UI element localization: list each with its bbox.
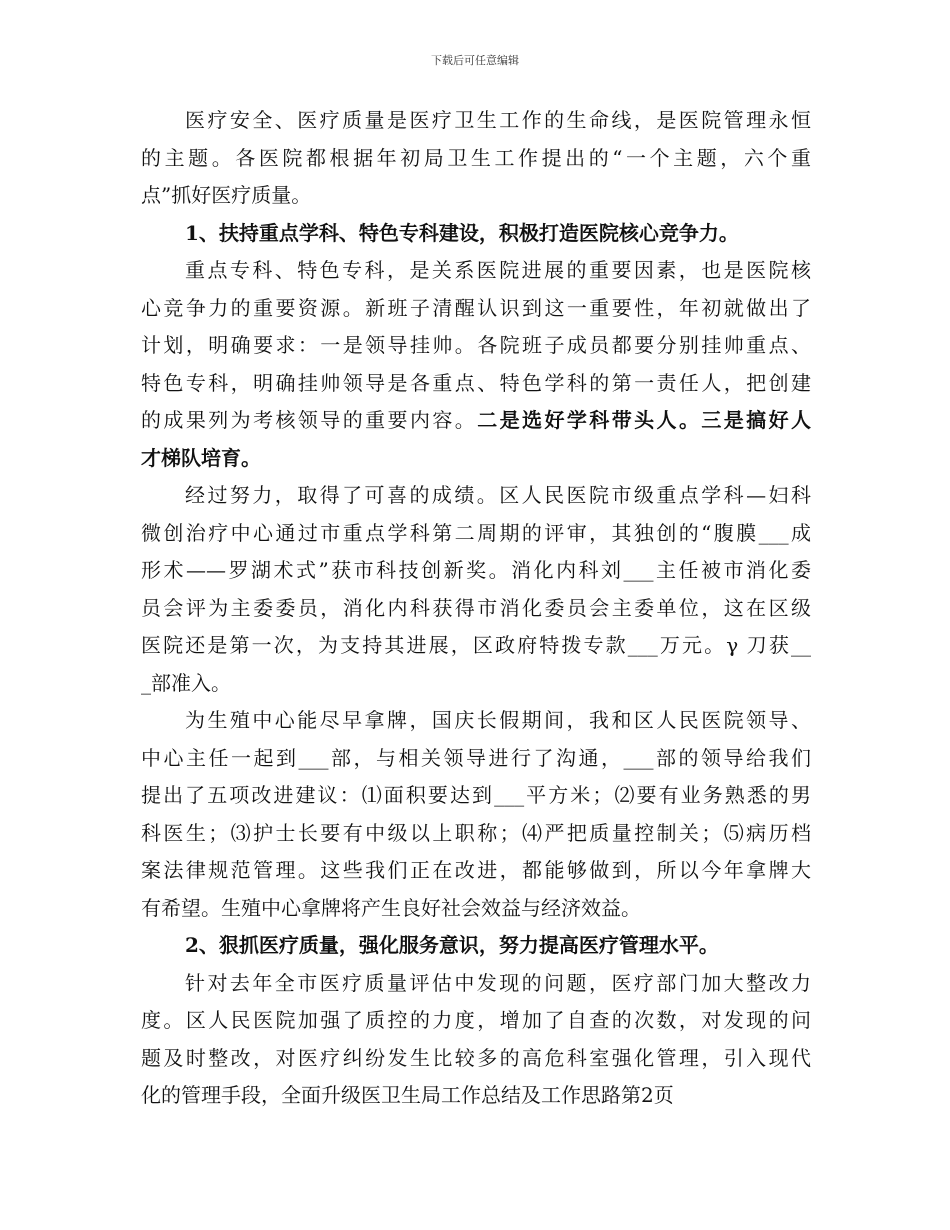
text-line [141,177,811,215]
line-text: 微创治疗中心通过市重点学科第二周期的评审，其独创的“腹膜___成 [141,520,811,545]
text-line [141,440,811,478]
text-line [141,890,811,928]
text-line [141,1077,811,1115]
text-line [141,327,811,365]
text-line [141,515,811,553]
line-text: 科医生；⑶护士长要有中级以上职称；⑷严把质量控制关；⑸病历档 [141,820,811,845]
line-text: 题及时整改，对医疗纠纷发生比较多的高危科室强化管理，引入现代 [141,1045,811,1070]
line-text: 计划，明确要求：一是领导挂帅。各院班子成员都要分别挂帅重点、 [141,333,811,357]
line-text: 医疗安全、医疗质量是医疗卫生工作的生命线，是医院管理永恒 [185,108,811,132]
line-text: 点”抓好医疗质量。 [141,183,312,207]
line-text: 重点专科、特色专科，是关系医院进展的重要因素，也是医院核 [185,258,811,282]
text-line [141,402,811,440]
line-text: 员会评为主委委员，消化内科获得市消化委员会主委单位，这在区级 [141,595,811,620]
line-text: 针对去年全市医疗质量评估中发现的问题，医疗部门加大整改力 [185,970,811,995]
text-line [141,477,811,515]
bold-text: 二是选好学科带头人。三是搞好人 [477,408,811,432]
line-text: 有希望。生殖中心拿牌将产生良好社会效益与经济效益。 [141,895,641,920]
text-line [141,702,811,740]
line-text: 经过努力，取得了可喜的成绩。区人民医院市级重点学科—妇科 [185,483,811,507]
text-line [141,365,811,403]
text-line [141,1040,811,1078]
line-text: 的成果列为考核领导的重要内容。 [141,408,478,432]
line-text: 1、扶持重点学科、特色专科建设，积极打造医院核心竞争力。 [185,220,739,245]
text-line [141,290,811,328]
line-text: 提出了五项改进建议：⑴面积要达到___平方米；⑵要有业务熟悉的男 [141,783,811,807]
line-text: 为生殖中心能尽早拿牌，国庆长假期间，我和区人民医院领导、 [185,708,811,732]
line-text: 2、狠抓医疗质量，强化服务意识，努力提高医疗管理水平。 [185,933,719,957]
line-text: 度。区人民医院加强了质控的力度，增加了自查的次数，对发现的问 [141,1008,811,1032]
section-heading [141,927,811,965]
text-line [141,1002,811,1040]
line-text: 中心主任一起到___部，与相关领导进行了沟通，___部的领导给我们 [141,745,811,770]
bold-text: 才梯队培育。 [141,445,261,470]
line-text: 案法律规范管理。这些我们正在改进，都能够做到，所以今年拿牌大 [141,858,811,882]
text-line [141,590,811,628]
text-line [141,552,811,590]
text-line [141,102,811,140]
text-line [141,252,811,290]
line-text: 医院还是第一次，为支持其进展，区政府特拨专款___万元。γ 刀获__ [141,633,811,657]
document-body [141,102,811,1115]
text-line [141,140,811,178]
text-line [141,627,811,665]
section-heading [141,215,811,253]
text-line [141,815,811,853]
line-text: 特色专科，明确挂帅领导是各重点、特色学科的第一责任人，把创建 [141,370,811,395]
line-text: 形术——罗湖术式”获市科技创新奖。消化内科刘___主任被市消化委 [141,558,811,582]
text-line [141,665,811,703]
line-text: 心竞争力的重要资源。新班子清醒认识到这一重要性，年初就做出了 [141,295,811,320]
text-line [141,740,811,778]
line-text: _部准入。 [141,670,231,695]
line-text: 化的管理手段，全面升级医卫生局工作总结及工作思路第2页 [141,1083,674,1107]
text-line [141,777,811,815]
page-header: 下载后可任意编辑 [431,54,519,67]
text-line [141,965,811,1003]
line-text: 的主题。各医院都根据年初局卫生工作提出的“一个主题，六个重 [141,145,811,170]
text-line [141,852,811,890]
